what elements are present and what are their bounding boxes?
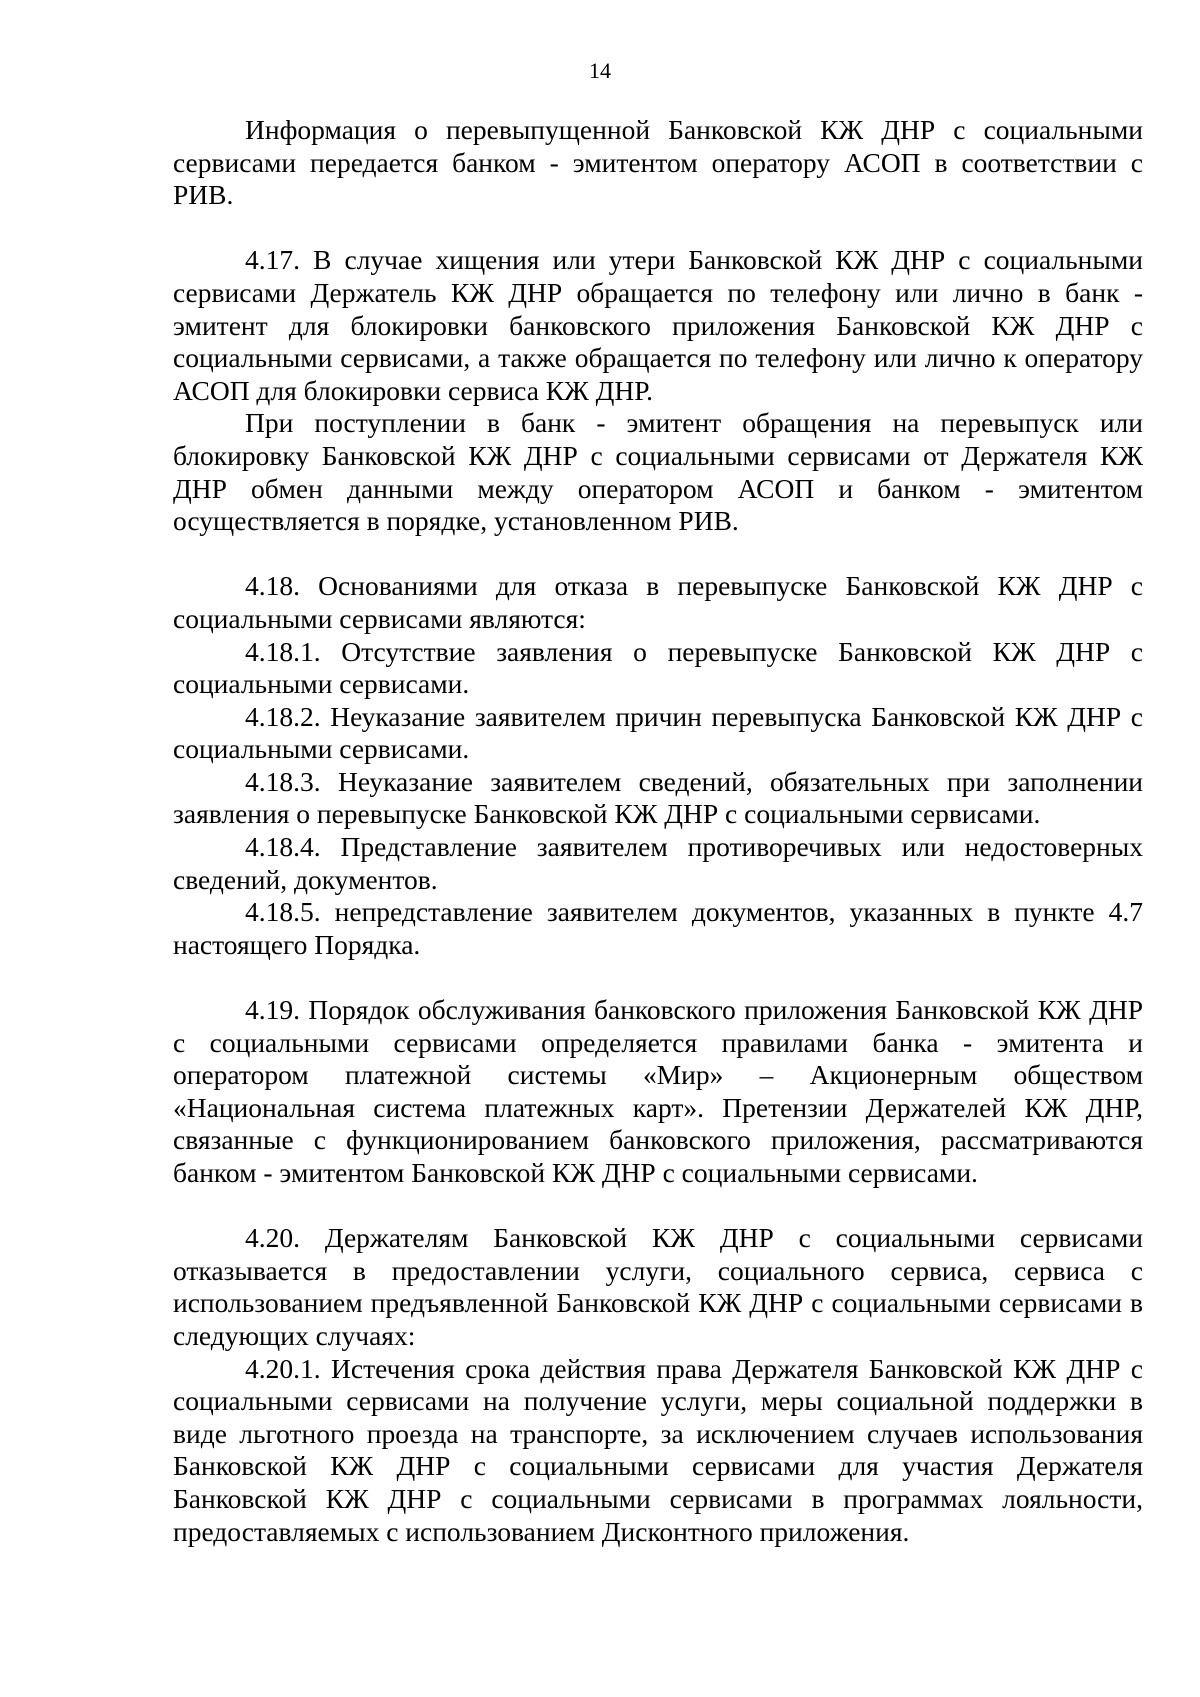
paragraph-info-reissue: Информация о перевыпущенной Банковской КЖ ДНР с социальными сервисами передается банком - эмитентом оператору АСОП в соответствии с РИВ.	[173, 114, 1143, 211]
paragraph-4-18-4: 4.18.4. Представление заявителем противоречивых или недостоверных сведений, документов.	[173, 831, 1143, 895]
paragraph-4-18-3: 4.18.3. Неуказание заявителем сведений, обязательных при заполнении заявления о перевыпуске Банковской КЖ ДНР с социальными сервисами.	[173, 765, 1143, 830]
paragraph-4-20-1: 4.20.1. Истечения срока действия права Держателя Банковской КЖ ДНР с социальными сервисами на получение услуги, меры социальной поддержки в виде льготного проезда на транспорте, за исключением случаев использования Банковской КЖ ДНР с социальными сервисами для участия Держателя Банковской КЖ ДНР с социальными сервисами в программах лояльности, предоставляемых с использованием Дисконтного приложения.	[173, 1352, 1143, 1547]
document-body	[173, 114, 1143, 1548]
paragraph-4-20: 4.20. Держателям Банковской КЖ ДНР с социальными сервисами отказывается в предоставлении услуги, социального сервиса, сервиса с использованием предъявленной Банковской КЖ ДНР с социальными сервисами в следующих случаях:	[173, 1222, 1143, 1351]
paragraph-4-18-2: 4.18.2. Неуказание заявителем причин перевыпуска Банковской КЖ ДНР с социальными сервисами.	[173, 700, 1143, 765]
paragraph-4-18-5: 4.18.5. непредставление заявителем документов, указанных в пункте 4.7 настоящего Порядка.	[173, 896, 1143, 960]
paragraph-4-19: 4.19. Порядок обслуживания банковского приложения Банковской КЖ ДНР с социальными сервисами определяется правилами банка - эмитента и оператором платежной системы «Мир» – Акционерным обществом «Национальная система платежных карт». Претензии Держателей КЖ ДНР, связанные с функционированием банковского приложения, рассматриваются банком - эмитентом Банковской КЖ ДНР с социальными сервисами.	[173, 994, 1143, 1188]
page-number: 14	[589, 58, 611, 83]
paragraph-4-18-1: 4.18.1. Отсутствие заявления о перевыпуске Банковской КЖ ДНР с социальными сервисами.	[173, 635, 1143, 700]
paragraph-4-17-continuation: При поступлении в банк - эмитент обращения на перевыпуск или блокировку Банковской КЖ ДНР с социальными сервисами от Держателя КЖ ДНР обмен данными между оператором АСОП и банком - эмитентом осуществляется в порядке, установленном РИВ.	[173, 407, 1143, 537]
paragraph-4-18: 4.18. Основаниями для отказа в перевыпуске Банковской КЖ ДНР с социальными сервисами являются:	[173, 570, 1143, 634]
paragraph-4-17: 4.17. В случае хищения или утери Банковской КЖ ДНР с социальными сервисами Держатель КЖ ДНР обращается по телефону или лично в банк - эмитент для блокировки банковского приложения Банковской КЖ ДНР с социальными сервисами, а также обращается по телефону или лично к оператору АСОП для блокировки сервиса КЖ ДНР.	[173, 244, 1143, 406]
